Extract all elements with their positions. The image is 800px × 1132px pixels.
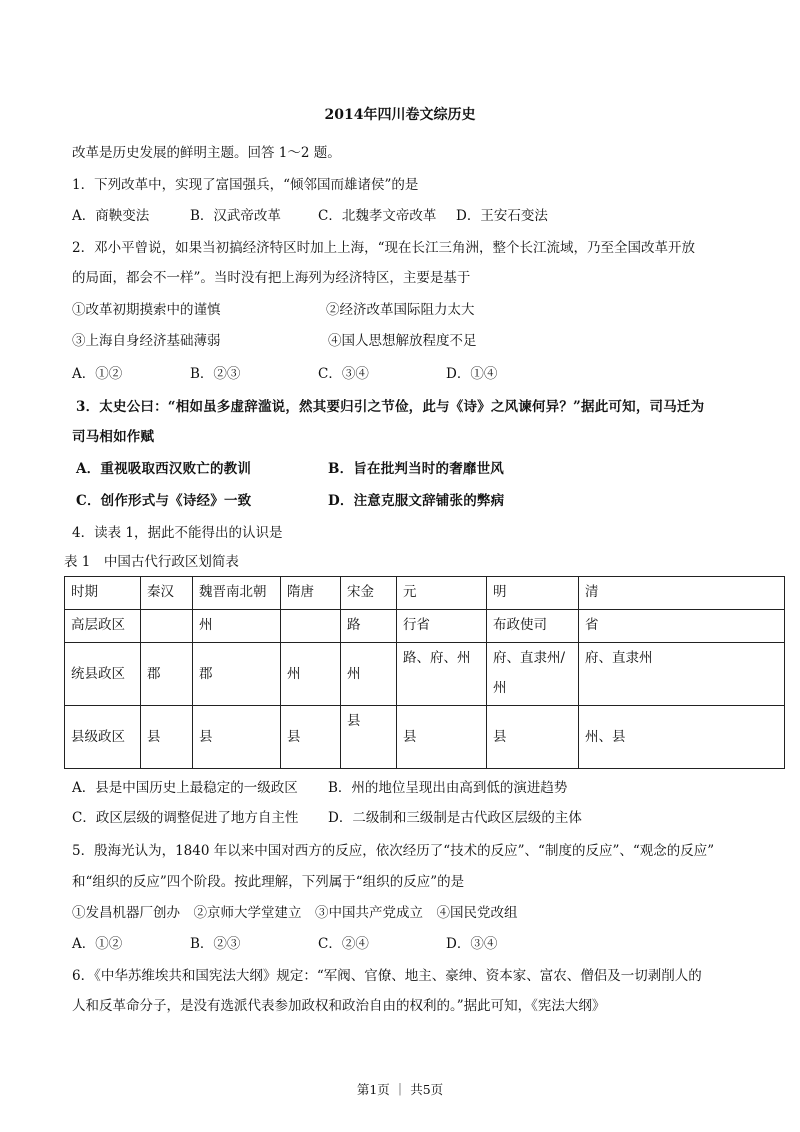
q5-option-d: D．③④	[446, 936, 498, 952]
page-title: 2014年四川卷文综历史	[324, 107, 476, 123]
table-cell	[141, 610, 193, 643]
q4-option-c: C．政区层级的调整促进了地方自主性	[72, 810, 299, 826]
q2-item-2: ②经济改革国际阻力太大	[326, 302, 475, 318]
q5-option-c: C．②④	[318, 936, 369, 952]
table-cell: 县	[341, 706, 397, 769]
q1-option-b: B．汉武帝改革	[190, 208, 281, 224]
table-header-cell: 隋唐	[281, 577, 341, 610]
table-row	[65, 706, 785, 769]
q3-option-c: C．创作形式与《诗经》一致	[76, 493, 252, 509]
q2-stem-line1: 2．邓小平曾说，如果当初搞经济特区时加上上海，“现在长江三角洲，整个长江流域，乃至全国改革开放	[72, 240, 695, 256]
q4-option-d: D．二级制和三级制是古代政区层级的主体	[328, 810, 582, 826]
table-row	[65, 610, 785, 643]
table-cell: 路、府、州	[397, 643, 487, 706]
table-cell: 高层政区	[65, 610, 141, 643]
table-cell: 行省	[397, 610, 487, 643]
q1-option-d: D．王安石变法	[456, 208, 548, 224]
q4-option-a: A．县是中国历史上最稳定的一级政区	[72, 780, 298, 796]
table-cell: 郡	[193, 643, 281, 706]
table-cell: 县	[141, 706, 193, 769]
q3-option-b: B．旨在批判当时的奢靡世风	[328, 461, 505, 477]
table-row	[65, 643, 785, 706]
q4-option-b: B．州的地位呈现出由高到低的演进趋势	[328, 780, 568, 796]
table-cell: 郡	[141, 643, 193, 706]
table-cell: 县	[193, 706, 281, 769]
table-cell: 州	[341, 643, 397, 706]
table-cell: 府、直隶州	[579, 643, 785, 706]
table-cell: 路	[341, 610, 397, 643]
table-cell: 布政使司	[487, 610, 579, 643]
q1-stem: 1．下列改革中，实现了富国强兵，“倾邻国而雄诸侯”的是	[72, 177, 419, 193]
table-header-cell: 秦汉	[141, 577, 193, 610]
admin-division-table	[64, 576, 785, 769]
q1-option-c: C．北魏孝文帝改革	[318, 208, 437, 224]
q2-item-1: ①改革初期摸索中的谨慎	[72, 302, 221, 318]
q2-option-a: A．①②	[72, 366, 123, 382]
table-cell: 州	[193, 610, 281, 643]
q1-option-a: A．商鞅变法	[72, 208, 150, 224]
table-cell: 省	[579, 610, 785, 643]
table-cell: 州	[281, 643, 341, 706]
q5-items: ①发昌机器厂创办 ②京师大学堂建立 ③中国共产党成立 ④国民党改组	[72, 905, 518, 921]
q3-stem-line1: 3．太史公曰：“相如虽多虚辞滥说，然其要归引之节俭，此与《诗》之风谏何异？”据此可知，司马迁为	[76, 399, 705, 415]
table-cell: 县	[487, 706, 579, 769]
table-header-cell: 魏晋南北朝	[193, 577, 281, 610]
q2-option-c: C．③④	[318, 366, 369, 382]
q2-item-4: ④国人思想解放程度不足	[328, 333, 477, 349]
table-header-cell: 元	[397, 577, 487, 610]
table-cell: 县级政区	[65, 706, 141, 769]
table-cell: 统县政区	[65, 643, 141, 706]
table-cell: 县	[397, 706, 487, 769]
q2-option-b: B．②③	[190, 366, 241, 382]
q5-option-a: A．①②	[72, 936, 123, 952]
q6-stem-line2: 人和反革命分子，是没有选派代表参加政权和政治自由的权利的。”据此可知，《宪法大纲》	[72, 998, 606, 1014]
q5-stem-line1: 5．殷海光认为，1840 年以来中国对西方的反应，依次经历了“技术的反应”、“制度的反应”、“观念的反应”	[72, 843, 715, 859]
q3-option-d: D．注意克服文辞铺张的弊病	[328, 493, 505, 509]
q2-stem-line2: 的局面，都会不一样”。当时没有把上海列为经济特区，主要是基于	[72, 270, 471, 286]
table-header-cell: 清	[579, 577, 785, 610]
intro-text: 改革是历史发展的鲜明主题。回答 1～2 题。	[72, 145, 341, 161]
table-caption: 表 1 中国古代行政区划简表	[64, 554, 239, 570]
table-cell	[281, 610, 341, 643]
table-header-cell: 时期	[65, 577, 141, 610]
q6-stem-line1: 6．《中华苏维埃共和国宪法大纲》规定：“军阀、官僚、地主、豪绅、资本家、富农、僧侣及一切剥削人的	[72, 968, 702, 984]
q2-option-d: D．①④	[446, 366, 498, 382]
q2-item-3: ③上海自身经济基础薄弱	[72, 333, 221, 349]
table-header-cell: 明	[487, 577, 579, 610]
table-cell: 州、县	[579, 706, 785, 769]
table-cell: 府、直隶州/州	[487, 643, 579, 706]
q4-stem: 4．读表 1，据此不能得出的认识是	[72, 525, 283, 541]
q5-stem-line2: 和“组织的反应”四个阶段。按此理解，下列属于“组织的反应”的是	[72, 874, 465, 890]
q3-option-a: A．重视吸取西汉败亡的教训	[76, 461, 252, 477]
table-cell: 县	[281, 706, 341, 769]
q3-stem-line2: 司马相如作赋	[72, 429, 155, 445]
table-header-cell: 宋金	[341, 577, 397, 610]
table-header-row	[65, 577, 785, 610]
page-footer: 第1页 ｜ 共5页	[356, 1082, 444, 1097]
q5-option-b: B．②③	[190, 936, 241, 952]
